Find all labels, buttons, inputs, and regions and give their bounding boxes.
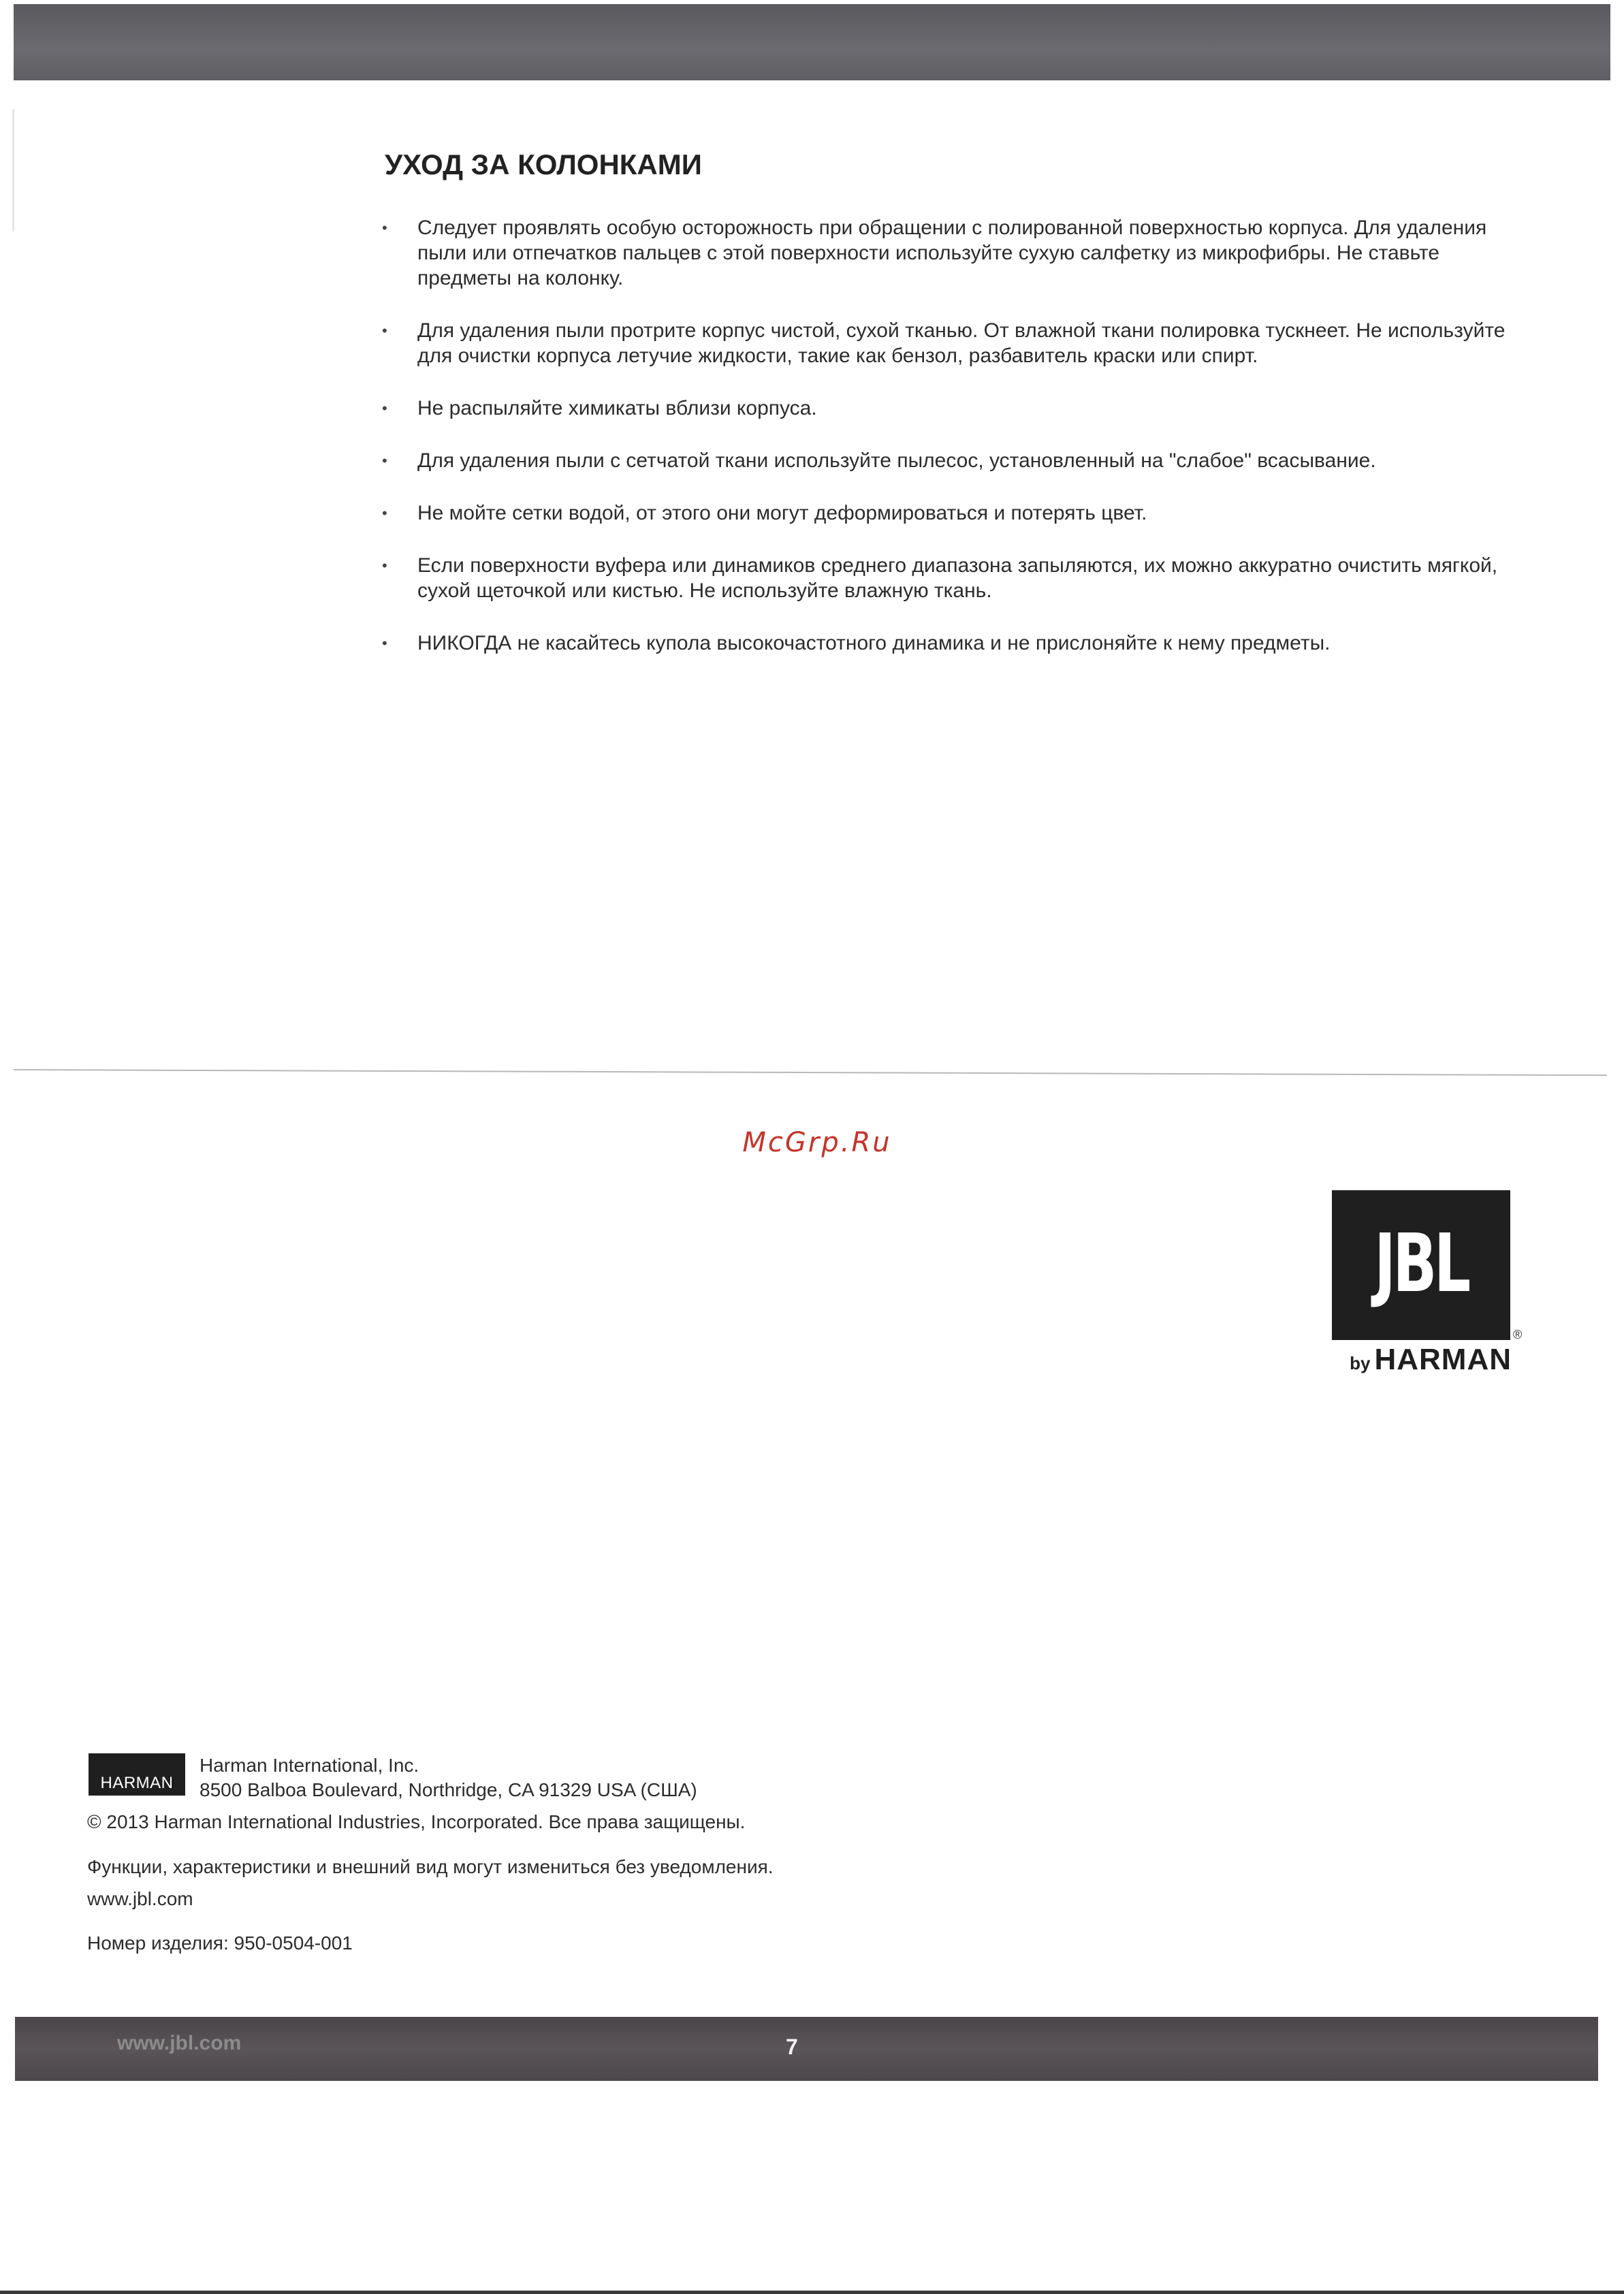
registered-mark: ® xyxy=(1513,1328,1523,1341)
website-link[interactable]: www.jbl.com xyxy=(87,1888,193,1909)
list-item xyxy=(378,448,1535,473)
list-item xyxy=(378,215,1535,291)
section-title: УХОД ЗА КОЛОНКАМИ xyxy=(385,148,702,180)
list-item-text: Следует проявлять особую осторожность при обращении с полированной поверхностью корпуса. Для удаления пыли или отпечатков пальцев с этой поверхности используйте сухую салфетку из микрофибры. Не ставьте предметы на колонку. xyxy=(417,217,1487,289)
page-number: 7 xyxy=(786,2035,798,2059)
harman-label: HARMAN xyxy=(1374,1343,1512,1376)
jbl-logo xyxy=(1332,1190,1510,1340)
list-item-text: Не мойте сетки водой, от этого они могут деформироваться и потерять цвет. xyxy=(417,502,1147,524)
by-label: by xyxy=(1350,1353,1371,1373)
footer-bar xyxy=(15,2017,1598,2081)
company-address-block xyxy=(200,1753,697,1802)
bullet-icon: • xyxy=(382,557,387,574)
list-item xyxy=(378,318,1535,368)
list-item xyxy=(378,500,1535,526)
bullet-icon: • xyxy=(382,635,387,652)
list-item-text: НИКОГДА не касайтесь купола высокочастотного динамика и не прислоняйте к нему предметы. xyxy=(417,632,1331,654)
scan-edge xyxy=(0,2291,1624,2294)
list-item xyxy=(378,553,1535,603)
page-edge-mark xyxy=(12,109,14,232)
part-number: Номер изделия: 950-0504-001 xyxy=(87,1932,353,1954)
company-address: 8500 Balboa Boulevard, Northridge, CA 91329 USA (США) xyxy=(200,1779,697,1800)
bullet-icon: • xyxy=(382,219,387,236)
harman-logo-text: HARMAN xyxy=(100,1774,174,1792)
list-item-text: Для удаления пыли с сетчатой ткани используйте пылесос, установленный на "слабое" всасывание. xyxy=(417,449,1376,472)
footer-url-link[interactable]: www.jbl.com xyxy=(117,2032,242,2054)
jbl-logo-text: JBL xyxy=(1374,1216,1468,1310)
watermark: McGrp.Ru xyxy=(742,1127,892,1158)
notice-text: Функции, характеристики и внешний вид могут измениться без уведомления. xyxy=(87,1856,774,1877)
bullet-icon: • xyxy=(382,452,387,469)
bullet-icon: • xyxy=(382,400,387,417)
bullet-icon: • xyxy=(382,322,387,339)
list-item-text: Если поверхности вуфера или динамиков среднего диапазона запыляются, их можно аккуратно очистить мягкой, сухой щеточкой или кистью. Не используйте влажную ткань. xyxy=(417,554,1498,602)
by-harman-logo xyxy=(1331,1343,1512,1377)
harman-logo xyxy=(89,1753,185,1796)
list-item-text: Не распыляйте химикаты вблизи корпуса. xyxy=(417,397,817,419)
copyright-text: © 2013 Harman International Industries, Incorporated. Все права защищены. xyxy=(87,1811,746,1832)
header-bar xyxy=(14,4,1610,80)
company-name: Harman International, Inc. xyxy=(200,1755,419,1776)
bullet-icon: • xyxy=(382,505,387,522)
care-instructions-list xyxy=(378,215,1535,683)
list-item xyxy=(378,396,1535,421)
list-item-text: Для удаления пыли протрите корпус чистой, сухой тканью. От влажной ткани полировка тускнеет. Не используйте для очистки корпуса летучие жидкости, такие как бензол, разбавитель краски или спирт. xyxy=(417,319,1506,367)
section-divider xyxy=(14,1069,1607,1076)
list-item xyxy=(378,631,1535,656)
